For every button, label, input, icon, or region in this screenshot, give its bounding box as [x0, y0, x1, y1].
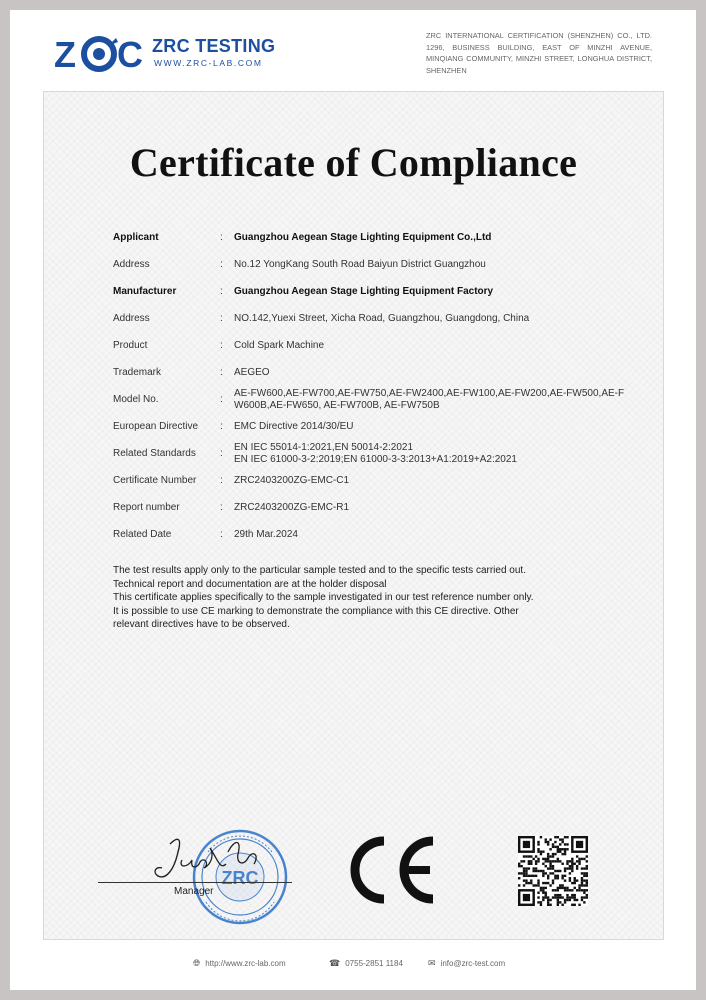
field-value-line: EN IEC 55014-1:2021,EN 50014-2:2021 — [234, 442, 414, 453]
certificate-title: Certificate of Compliance — [129, 140, 578, 185]
field-label: Address — [113, 259, 150, 270]
phone-text: 0755-2851 1184 — [345, 959, 403, 968]
field-colon: : — [220, 529, 223, 540]
company-address: ZRC INTERNATIONAL CERTIFICATION (SHENZHEN) CO., LTD. 1296, BUSINESS BUILDING, EAST OF MINZHI AVENUE, MINQIANG COMMUNITY, MINZHI STREET, LONGHUA DISTRICT, SHENZHEN — [426, 31, 652, 75]
zrc-logo — [54, 34, 284, 90]
phone-icon: ☎ — [329, 958, 341, 968]
field-colon: : — [220, 475, 223, 486]
field-value: 29th Mar.2024 — [234, 529, 298, 540]
field-label: European Directive — [113, 421, 199, 432]
field-value: EMC Directive 2014/30/EU — [234, 421, 354, 432]
field-value: AE-FW600,AE-FW700,AE-FW750,AE-FW2400,AE-FW100,AE-FW200,AE-FW500,AE-FW600B,AE-FW650, AE-FW700B, AE-FW750B — [234, 388, 625, 411]
field-colon: : — [220, 340, 223, 351]
field-value — [234, 442, 629, 466]
field-value: NO.142,Yuexi Street, Xicha Road, Guangzhou, Guangdong, China — [234, 313, 530, 324]
field-label: Model No. — [113, 394, 159, 405]
field-label: Report number — [113, 502, 180, 513]
field-value: No.12 YongKang South Road Baiyun District Guangzhou — [234, 259, 486, 270]
field-colon: : — [220, 286, 223, 297]
brand-name: ZRC TESTING — [152, 36, 276, 56]
field-value: Cold Spark Machine — [234, 340, 325, 351]
seal-text: ZRC — [221, 868, 259, 888]
field-colon: : — [220, 421, 223, 432]
ce-mark — [340, 835, 440, 910]
qr-code — [518, 836, 588, 911]
field-colon: : — [220, 394, 223, 405]
field-label: Trademark — [113, 367, 161, 378]
field-label: Certificate Number — [113, 475, 197, 486]
field-value: Guangzhou Aegean Stage Lighting Equipment Co.,Ltd — [234, 232, 492, 243]
globe-icon: 🌐︎ — [193, 958, 201, 968]
svg-text:C: C — [117, 34, 143, 74]
brand-url: WWW.ZRC-LAB.COM — [154, 58, 263, 68]
field-value-line: EN IEC 61000-3-2:2019;EN 61000-3-3:2013+A1:2019+A2:2021 — [234, 454, 517, 465]
field-label: Related Standards — [113, 448, 196, 459]
field-value: AEGEO — [234, 367, 270, 378]
field-value: ZRC2403200ZG-EMC-R1 — [234, 502, 350, 513]
svg-text:Z: Z — [54, 34, 75, 74]
footer-website — [193, 958, 286, 969]
footer-phone — [329, 958, 403, 969]
certificate-page — [10, 10, 696, 990]
signature-block — [98, 822, 308, 932]
notice-line: It is possible to use CE marking to demonstrate the compliance with this CE directive. Other — [113, 605, 519, 617]
signature-line — [98, 882, 292, 883]
field-colon: : — [220, 367, 223, 378]
notice-line: This certificate applies specifically to the sample investigated in our test reference number only. — [113, 592, 534, 604]
notice-line: Technical report and documentation are at the holder disposal — [113, 578, 387, 590]
field-colon: : — [220, 502, 223, 513]
email-text: info@zrc-test.com — [440, 959, 506, 968]
compliance-notice — [113, 564, 583, 632]
website-text: http://www.zrc-lab.com — [205, 959, 286, 968]
certificate-frame — [43, 91, 664, 940]
field-colon: : — [220, 259, 223, 270]
field-label: Manufacturer — [113, 286, 177, 297]
footer-email — [428, 958, 505, 969]
zrc-logo-mark — [54, 34, 150, 74]
field-colon: : — [220, 232, 223, 243]
field-value: ZRC2403200ZG-EMC-C1 — [234, 475, 350, 486]
field-value: Guangzhou Aegean Stage Lighting Equipment Factory — [234, 286, 494, 297]
notice-line: relevant directives have to be observed. — [113, 619, 290, 631]
field-label: Applicant — [113, 232, 159, 243]
field-colon: : — [220, 313, 223, 324]
footer — [10, 958, 696, 972]
field-label: Related Date — [113, 529, 172, 540]
field-label: Product — [113, 340, 148, 351]
field-label: Address — [113, 313, 150, 324]
field-colon: : — [220, 448, 223, 459]
notice-line: The test results apply only to the particular sample tested and to the specific tests carried out. — [113, 565, 526, 576]
signer-title: Manager — [174, 886, 214, 897]
mail-icon: ✉ — [428, 958, 436, 968]
